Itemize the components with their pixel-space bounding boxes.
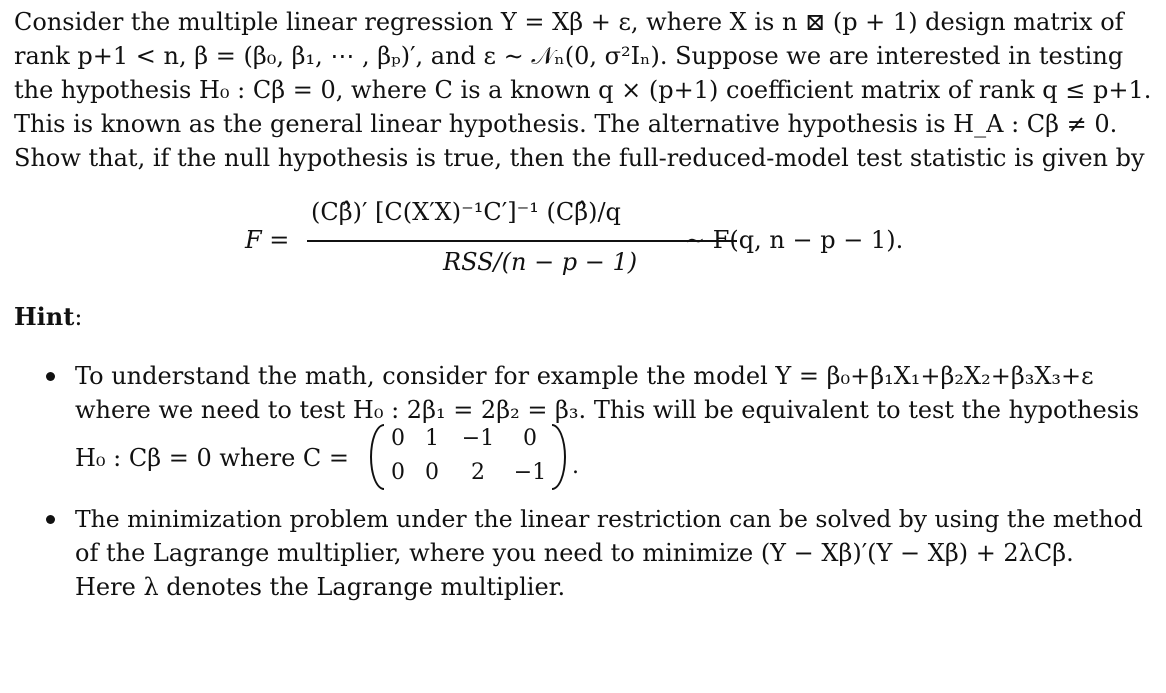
matrix-period: . [572,454,579,479]
bullet-2-line-2: of the Lagrange multiplier, where you need to minimize (Y − Xβ)′(Y − Xβ) + 2λCβ. [75,539,1074,567]
matrix-cell: −1 [513,460,547,485]
formula-rhs: ∼ F(q, n − p − 1). [685,226,904,254]
fraction-bar [307,240,737,242]
matrix-right-paren [552,424,566,490]
matrix-cell: 2 [471,460,485,485]
problem-line-4: This is known as the general linear hypothesis. The alternative hypothesis is H_A : Cβ ≠ 0. [14,110,1118,138]
hint-title: Hint [14,302,75,331]
formula-denominator: RSS/(n − p − 1) [443,248,638,276]
problem-line-3: the hypothesis H₀ : Cβ = 0, where C is a known q × (p+1) coefficient matrix of rank q ≤ p+1. [14,76,1152,104]
test-statistic-formula [245,196,945,286]
problem-line-2: rank p+1 < n, β = (β₀, β₁, ⋯ , βₚ)′, and ε ∼ 𝒩ₙ(0, σ²Iₙ). Suppose we are interested in testing [14,42,1124,70]
bullet-1-line-1: To understand the math, consider for example the model Y = β₀+β₁X₁+β₂X₂+β₃X₃+ε [75,362,1094,390]
bullet-2-dot [46,515,55,524]
hint-heading [14,302,82,331]
matrix-cell: 1 [425,426,439,451]
problem-line-5: Show that, if the null hypothesis is true, then the full-reduced-model test statistic is given by [14,144,1145,172]
contrast-matrix [370,424,610,494]
bullet-2-line-1: The minimization problem under the linear restriction can be solved by using the method [75,505,1143,533]
formula-numerator: (Cβ̂)′ [C(X′X)⁻¹C′]⁻¹ (Cβ̂)/q [311,198,621,226]
bullet-2-line-3: Here λ denotes the Lagrange multiplier. [75,573,566,601]
bullet-1-dot [46,372,55,381]
formula-lhs: F = [245,226,290,254]
matrix-cell: 0 [425,460,439,485]
matrix-cell: −1 [461,426,495,451]
problem-line-1: Consider the multiple linear regression Y = Xβ + ε, where X is n ⊠ (p + 1) design matrix of [14,8,1124,36]
matrix-cell: 0 [523,426,537,451]
matrix-cell: 0 [391,460,405,485]
bullet-1-line-2: where we need to test H₀ : 2β₁ = 2β₂ = β₃. This will be equivalent to test the hypothesis [75,396,1140,424]
matrix-cell: 0 [391,426,405,451]
bullet-1-line-3: H₀ : Cβ = 0 where C = [75,444,350,472]
hint-colon: : [74,303,83,331]
